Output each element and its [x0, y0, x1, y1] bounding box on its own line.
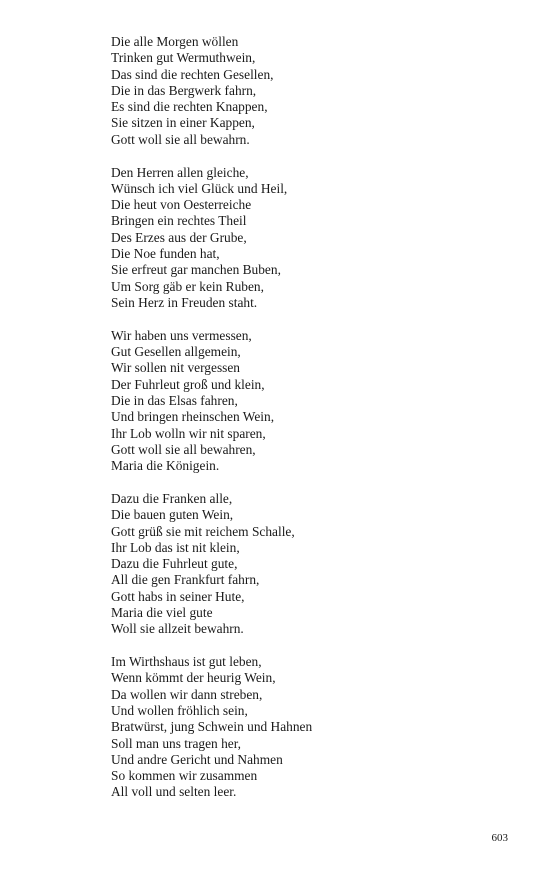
poem-line: Wenn kömmt der heurig Wein,	[111, 670, 276, 686]
poem-line: Maria die viel gute	[111, 605, 213, 620]
stanza-5	[111, 654, 511, 801]
poem-line: Und wollen fröhlich sein,	[111, 702, 248, 718]
stanza-3	[111, 328, 511, 475]
poem-line: Wir haben uns vermessen,	[111, 327, 252, 343]
poem-line: Dazu die Franken alle,	[111, 490, 233, 506]
stanza-2	[111, 165, 511, 312]
poem-line: Den Herren allen gleiche,	[111, 164, 249, 180]
poem-line: Ihr Lob wolln wir nit sparen,	[111, 425, 266, 441]
poem-line: Die Noe funden hat,	[111, 246, 220, 262]
poem-line: Und bringen rheinschen Wein,	[111, 409, 275, 425]
poem-line: Der Fuhrleut groß und klein,	[111, 376, 265, 392]
stanza-4	[111, 491, 511, 638]
poem-line: Wir sollen nit vergessen	[111, 360, 241, 376]
poem-line: Bratwürst, jung Schwein und Hahnen	[111, 719, 313, 735]
poem-line: Soll man uns tragen her,	[111, 735, 241, 751]
poem-line: Gott woll sie all bewahrn.	[111, 131, 250, 147]
poem-line: Dazu die Fuhrleut gute,	[111, 556, 238, 572]
page-number: 603	[491, 832, 508, 844]
poem-line: Im Wirthshaus ist gut leben,	[111, 654, 262, 670]
poem-line: Es sind die rechten Knappen,	[111, 99, 268, 115]
poem-line: Sie erfreut gar manchen Buben,	[111, 262, 281, 278]
poem-line: Das sind die rechten Gesellen,	[111, 66, 274, 82]
poem-line: Bringen ein rechtes Theil	[111, 213, 247, 229]
poem-line: Die bauen guten Wein,	[111, 507, 234, 523]
poem-line: Die in das Bergwerk fahrn,	[111, 82, 257, 98]
poem-line: Um Sorg gäb er kein Ruben,	[111, 278, 264, 294]
poem-line: All die gen Frankfurt fahrn,	[111, 572, 260, 588]
poem-line: Des Erzes aus der Grube,	[111, 229, 247, 245]
poem-line: Wünsch ich viel Glück und Heil,	[111, 180, 288, 196]
poem-line: Gut Gesellen allgemein,	[111, 344, 241, 360]
poem-line: Und andre Gericht und Nahmen	[111, 751, 283, 767]
poem-line: Woll sie allzeit bewahrn.	[111, 621, 244, 637]
poem-line: Da wollen wir dann streben,	[111, 686, 263, 702]
poem-line: Sein Herz in Freuden staht.	[111, 294, 258, 310]
poem-line: All voll und selten leer.	[111, 784, 237, 800]
poem-line: Gott grüß sie mit reichem Schalle,	[111, 523, 295, 539]
poem-line: Die in das Elsas fahren,	[111, 392, 238, 408]
poem-line: Gott habs in seiner Hute,	[111, 588, 245, 604]
poem-line: Ihr Lob das ist nit klein,	[111, 539, 240, 555]
poem-line: Trinken gut Wermuthwein,	[111, 50, 256, 66]
poem-line: Die heut von Oesterreiche	[111, 197, 252, 213]
poem-line: Gott woll sie all bewahren,	[111, 441, 256, 457]
poem-line: Maria die Königein.	[111, 458, 220, 474]
poem-line: Sie sitzen in einer Kappen,	[111, 115, 255, 131]
stanza-1	[111, 34, 511, 148]
poem-line: Die alle Morgen wöllen	[111, 34, 239, 49]
poem-line: So kommen wir zusammen	[111, 768, 258, 784]
poem-text	[111, 34, 511, 817]
